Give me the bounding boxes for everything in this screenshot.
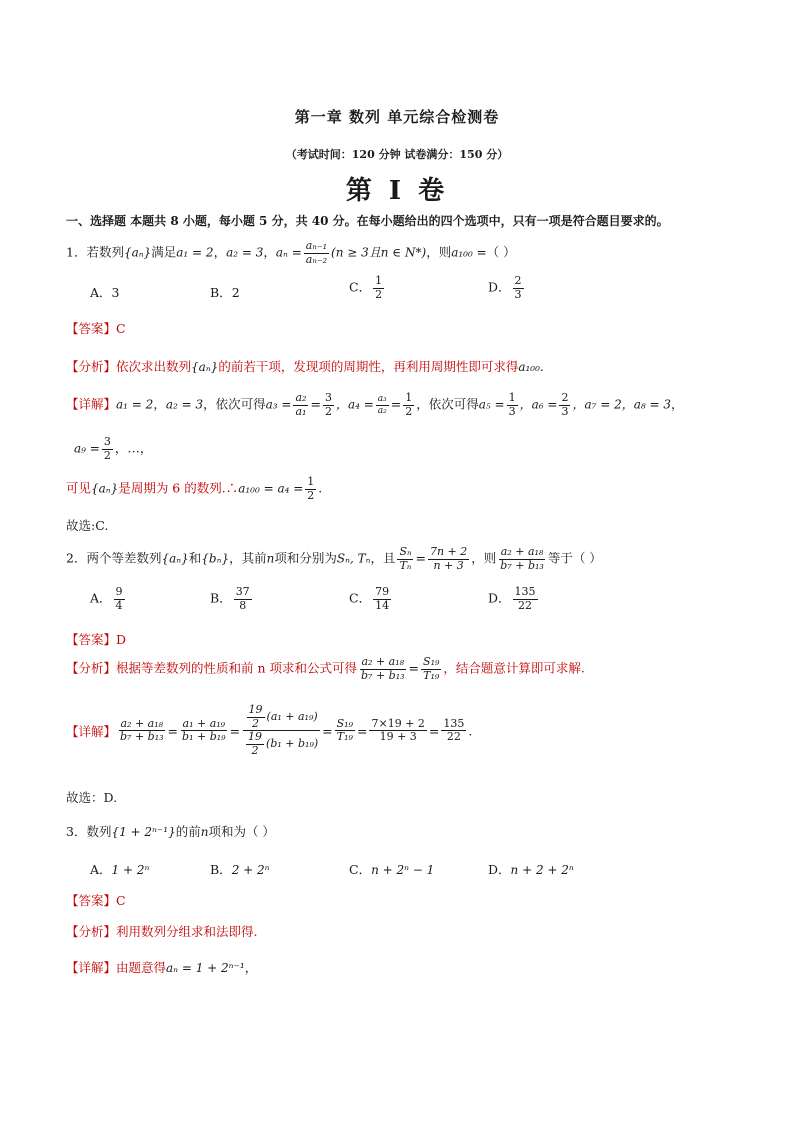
q1-final: 故选:C. (66, 518, 109, 533)
q3-text: 数列 (86, 824, 112, 839)
q2-analysis (66, 656, 585, 682)
q2-text: ，且 (370, 550, 396, 566)
q2-final: 故选：D. (66, 790, 118, 805)
q1-analysis (66, 357, 544, 375)
q2-text: 等于（ ） (547, 550, 602, 566)
analysis-text: 依次求出数列 (116, 359, 192, 374)
option-label: B． (210, 862, 232, 877)
q2-seq: {bₙ} (201, 551, 230, 566)
fraction-den: 3 (514, 287, 522, 301)
q2-detail (66, 704, 472, 758)
q2-text: 和 (188, 550, 202, 566)
option-fraction (234, 586, 252, 612)
q1-fraction-num: aₙ₋₁ (305, 239, 328, 252)
option-fraction (513, 586, 538, 612)
q1-text: ，则 (426, 244, 452, 260)
fraction-num: 3 (324, 391, 332, 404)
detail-text: ，依次可得 (416, 396, 479, 412)
option-fraction (373, 275, 384, 301)
detail-fraction (507, 392, 518, 418)
equals-sign: = (310, 396, 321, 412)
detail-fraction (180, 718, 228, 744)
fraction-num: 37 (235, 585, 250, 598)
fraction-den: 3 (508, 404, 516, 418)
detail-fraction (441, 718, 466, 744)
q2-option-a[interactable] (90, 586, 127, 612)
q1-cond: aₙ = (275, 245, 302, 260)
analysis-label: 【分析】 (66, 924, 117, 939)
fraction-den: a₁ (295, 404, 307, 418)
q1-conclusion (66, 476, 322, 502)
option-value: n + 2ⁿ − 1 (371, 863, 435, 877)
option-label: C． (349, 279, 372, 295)
q1-fraction-den: aₙ₋₂ (305, 252, 328, 266)
q2-n: n (266, 551, 275, 566)
fraction-den: 2 (252, 716, 260, 730)
fraction-num: S₁₉ (423, 655, 440, 668)
option-label: D． (488, 862, 511, 877)
fraction-num: 1 (405, 391, 413, 404)
detail-label: 【详解】 (66, 396, 117, 412)
detail-math: ，a₄ = (335, 397, 374, 412)
option-label: A． (90, 862, 112, 877)
equals-sign: = (428, 723, 440, 739)
q1-option-b[interactable] (210, 283, 240, 301)
q3-answer (66, 891, 126, 909)
fraction-num: Sₙ (399, 545, 412, 558)
option-fraction (513, 275, 524, 301)
section-heading: 一、选择题 本题共 8 小题，每小题 5 分，共 40 分。在每小题给出的四个选项中，只有一项是符合题目要求的。 (66, 214, 669, 228)
detail-math: a₁ = 2 (116, 397, 154, 412)
detail-sep: ， (153, 396, 166, 412)
option-fraction (114, 586, 125, 612)
fraction-den: b₇ + b₁₃ (361, 668, 405, 682)
answer-label: 【答案】 (66, 893, 117, 908)
period: . (468, 723, 473, 739)
fraction-num: a₂ + a₁₈ (120, 716, 164, 730)
q1-seq: {aₙ} (123, 245, 152, 260)
fraction-num: a₂ (295, 391, 307, 404)
period: . (318, 480, 323, 496)
analysis-label: 【分析】 (66, 359, 117, 374)
detail-text: 由题意得 (116, 960, 167, 975)
fraction-num: 3 (103, 435, 111, 448)
fraction-num: 19 (248, 703, 263, 716)
detail-math: ，a₆ = (519, 397, 558, 412)
fraction-num: 7n + 2 (429, 545, 468, 558)
q2-answer (66, 630, 126, 648)
q1-cond: a₂ = 3 (226, 245, 264, 260)
fraction-num (243, 704, 320, 731)
detail-fraction (559, 392, 570, 418)
fraction-den: 14 (375, 598, 390, 612)
q1-cond: (n ≥ 3且n ∈ N*) (331, 245, 427, 260)
answer-value: D (116, 632, 127, 647)
fraction-num: 2 (514, 274, 522, 287)
analysis-text: 根据等差数列的性质和前 n 项求和公式可得 (116, 660, 358, 676)
detail-sep: ， (244, 960, 258, 975)
fraction-num: a₂ + a₁₈ (500, 545, 544, 558)
volume-heading: 第 I 卷 (345, 176, 449, 206)
analysis-fraction (421, 656, 441, 682)
analysis-math: a₁₀₀. (518, 360, 544, 374)
q2-text: ，其前 (229, 550, 267, 566)
option-value: 2 + 2ⁿ (231, 863, 270, 877)
detail-math: ，a₈ = 3 (621, 397, 672, 412)
fraction-num: 135 (514, 585, 536, 598)
conclusion-text: 是周期为 6 的数列.∴ (118, 480, 239, 496)
q1-sep: ， (213, 244, 227, 260)
q2-option-c[interactable] (349, 586, 393, 612)
detail-fraction (102, 436, 113, 462)
conclusion-text: 可见 (66, 480, 92, 496)
fraction-den: 4 (115, 598, 123, 612)
analysis-math: {aₙ} (191, 360, 219, 374)
q3-number: 3． (66, 824, 87, 839)
detail-label: 【详解】 (66, 960, 117, 975)
fraction-num: 79 (375, 585, 390, 598)
q3-detail (66, 958, 257, 976)
conclusion-fraction (305, 476, 316, 502)
fraction-den: 2 (307, 488, 315, 502)
fraction-den: 3 (561, 404, 569, 418)
detail-math: a₂ = 3 (165, 397, 204, 412)
option-label: A． (90, 285, 112, 300)
fraction-num: a₂ + a₁₈ (361, 655, 405, 668)
fraction-den: b₁ + b₁₉ (182, 730, 226, 744)
q3-option-c[interactable] (349, 860, 434, 878)
detail-math: a₉ = (74, 441, 100, 456)
fraction-den: 2 (324, 404, 332, 418)
q1-sep: ， (263, 244, 276, 260)
fraction-den: b₇ + b₁₃ (120, 730, 164, 744)
q2-fraction (428, 546, 469, 572)
fraction-num: 135 (443, 716, 465, 730)
answer-label: 【答案】 (66, 321, 117, 336)
fraction-den: 2 (375, 287, 383, 301)
option-label: B． (210, 285, 232, 300)
q3-option-a[interactable] (90, 860, 149, 878)
page-title: 第一章 数列 单元综合检测卷 (294, 108, 500, 126)
q3-stem (66, 822, 275, 840)
fraction-term: (b₁ + b₁₉) (266, 737, 319, 751)
q1-cond: a₁ = 2 (176, 245, 214, 260)
fraction-den: Tₙ (399, 558, 412, 572)
fraction-num: 1 (307, 475, 315, 488)
option-label: C． (349, 590, 372, 606)
q1-detail-cont (74, 436, 152, 462)
detail-math: ，a₇ = 2 (572, 397, 622, 412)
q1-stem (66, 240, 516, 266)
conclusion-math: {aₙ} (91, 481, 119, 496)
q2-option-b[interactable] (210, 586, 254, 612)
equals-sign: = (322, 723, 333, 739)
fraction-den: 22 (446, 730, 461, 744)
detail-sep: ，…， (114, 440, 153, 456)
fraction-num: 19 (248, 730, 263, 744)
q1-text: 满足 (151, 244, 177, 260)
q1-option-c[interactable] (349, 275, 386, 301)
option-value: 2 (231, 285, 240, 300)
equals-sign: = (390, 396, 402, 412)
q3-option-d[interactable] (488, 860, 574, 878)
option-value: 1 + 2ⁿ (111, 863, 150, 877)
fraction-den: T₁₉ (423, 668, 440, 682)
q3-text: 项和为（ ） (208, 824, 275, 839)
detail-sep: ， (671, 396, 684, 412)
q2-option-d[interactable] (488, 586, 540, 612)
q1-text: 若数列 (86, 244, 124, 260)
fraction-num: 1 (508, 391, 516, 404)
fraction-den: 8 (239, 598, 247, 612)
q2-fraction (397, 546, 413, 572)
q1-paren: （ ） (486, 244, 516, 260)
fraction-den: 19 + 3 (379, 730, 417, 744)
q1-option-a[interactable] (90, 283, 119, 301)
detail-text: ，依次可得 (203, 396, 266, 412)
option-label: D． (488, 590, 511, 606)
equals-sign: = (229, 723, 241, 739)
q1-number: 1． (66, 244, 87, 260)
q2-fraction (498, 546, 546, 572)
equals-sign: = (408, 660, 420, 676)
q1-option-d[interactable] (488, 275, 526, 301)
inner-fraction (247, 704, 265, 730)
detail-fraction (369, 718, 426, 744)
detail-label: 【详解】 (66, 723, 117, 739)
q1-detail (66, 392, 684, 418)
equals-sign: = (357, 723, 368, 739)
answer-value: C (116, 321, 126, 336)
detail-fraction (293, 392, 308, 418)
q2-st: Sₙ, Tₙ (336, 551, 371, 566)
fraction-num: a₁ + a₁₉ (182, 716, 226, 730)
option-value: 3 (111, 285, 120, 300)
detail-fraction (376, 394, 389, 416)
detail-math: aₙ = 1 + 2ⁿ⁻¹ (166, 961, 245, 975)
q3-text: 的前 (175, 824, 201, 839)
fraction-den (242, 731, 320, 757)
fraction-num: 9 (115, 585, 123, 598)
fraction-num: a₃ (377, 394, 387, 405)
fraction-term: (a₁ + a₁₉) (266, 710, 318, 724)
answer-label: 【答案】 (66, 632, 117, 647)
detail-math: a₃ = (265, 397, 292, 412)
detail-math: a₅ = (478, 397, 505, 412)
option-label: B． (210, 590, 232, 606)
analysis-text: 的前若干项，发现项的周期性，再利用周期性即可求得 (218, 359, 519, 374)
exam-info: （考试时间：120 分钟 试卷满分：150 分） (285, 148, 509, 161)
detail-fraction (403, 392, 414, 418)
option-fraction (373, 586, 391, 612)
q3-analysis (66, 922, 258, 940)
fraction-den: 2 (251, 743, 259, 757)
fraction-num: 1 (375, 274, 383, 287)
q2-text: ，则 (471, 550, 497, 566)
q3-seq: {1 + 2ⁿ⁻¹} (111, 825, 176, 839)
equals-sign: = (415, 550, 426, 566)
fraction-num: S₁₉ (336, 716, 353, 730)
fraction-den: n + 3 (433, 558, 464, 572)
analysis-label: 【分析】 (66, 660, 117, 676)
answer-value: C (116, 893, 126, 908)
fraction-den: T₁₉ (336, 730, 353, 744)
fraction-den: b₇ + b₁₃ (500, 558, 544, 572)
fraction-den: a₂ (377, 405, 387, 416)
detail-fraction (335, 718, 355, 744)
analysis-fraction (359, 656, 407, 682)
conclusion-math: a₁₀₀ = a₄ = (238, 481, 304, 496)
fraction-num: 7×19 + 2 (371, 716, 425, 730)
analysis-text: ，结合题意计算即可求解. (443, 660, 585, 676)
q2-number: 2． (66, 550, 87, 566)
option-label: A． (90, 590, 112, 606)
q2-seq: {aₙ} (161, 551, 189, 566)
fraction-den: 2 (103, 448, 111, 462)
detail-compound-fraction (242, 704, 320, 758)
fraction-den: 2 (405, 404, 413, 418)
q2-text: 项和分别为 (274, 550, 337, 566)
q1-target: a₁₀₀ = (451, 245, 487, 260)
option-label: C． (349, 862, 372, 877)
equals-sign: = (167, 723, 179, 739)
q3-option-b[interactable] (210, 860, 270, 878)
inner-fraction (246, 731, 264, 757)
detail-fraction (118, 718, 166, 744)
analysis-text: 利用数列分组求和法即得. (116, 924, 258, 939)
q1-answer (66, 319, 126, 337)
q1-fraction (304, 240, 329, 266)
q3-n: n (200, 825, 209, 839)
option-label: D． (488, 279, 511, 295)
q2-text: 两个等差数列 (86, 550, 162, 566)
q2-stem (66, 546, 602, 572)
fraction-den: 22 (518, 598, 533, 612)
detail-fraction (323, 392, 334, 418)
option-value: n + 2 + 2ⁿ (510, 863, 574, 877)
fraction-num: 2 (561, 391, 569, 404)
